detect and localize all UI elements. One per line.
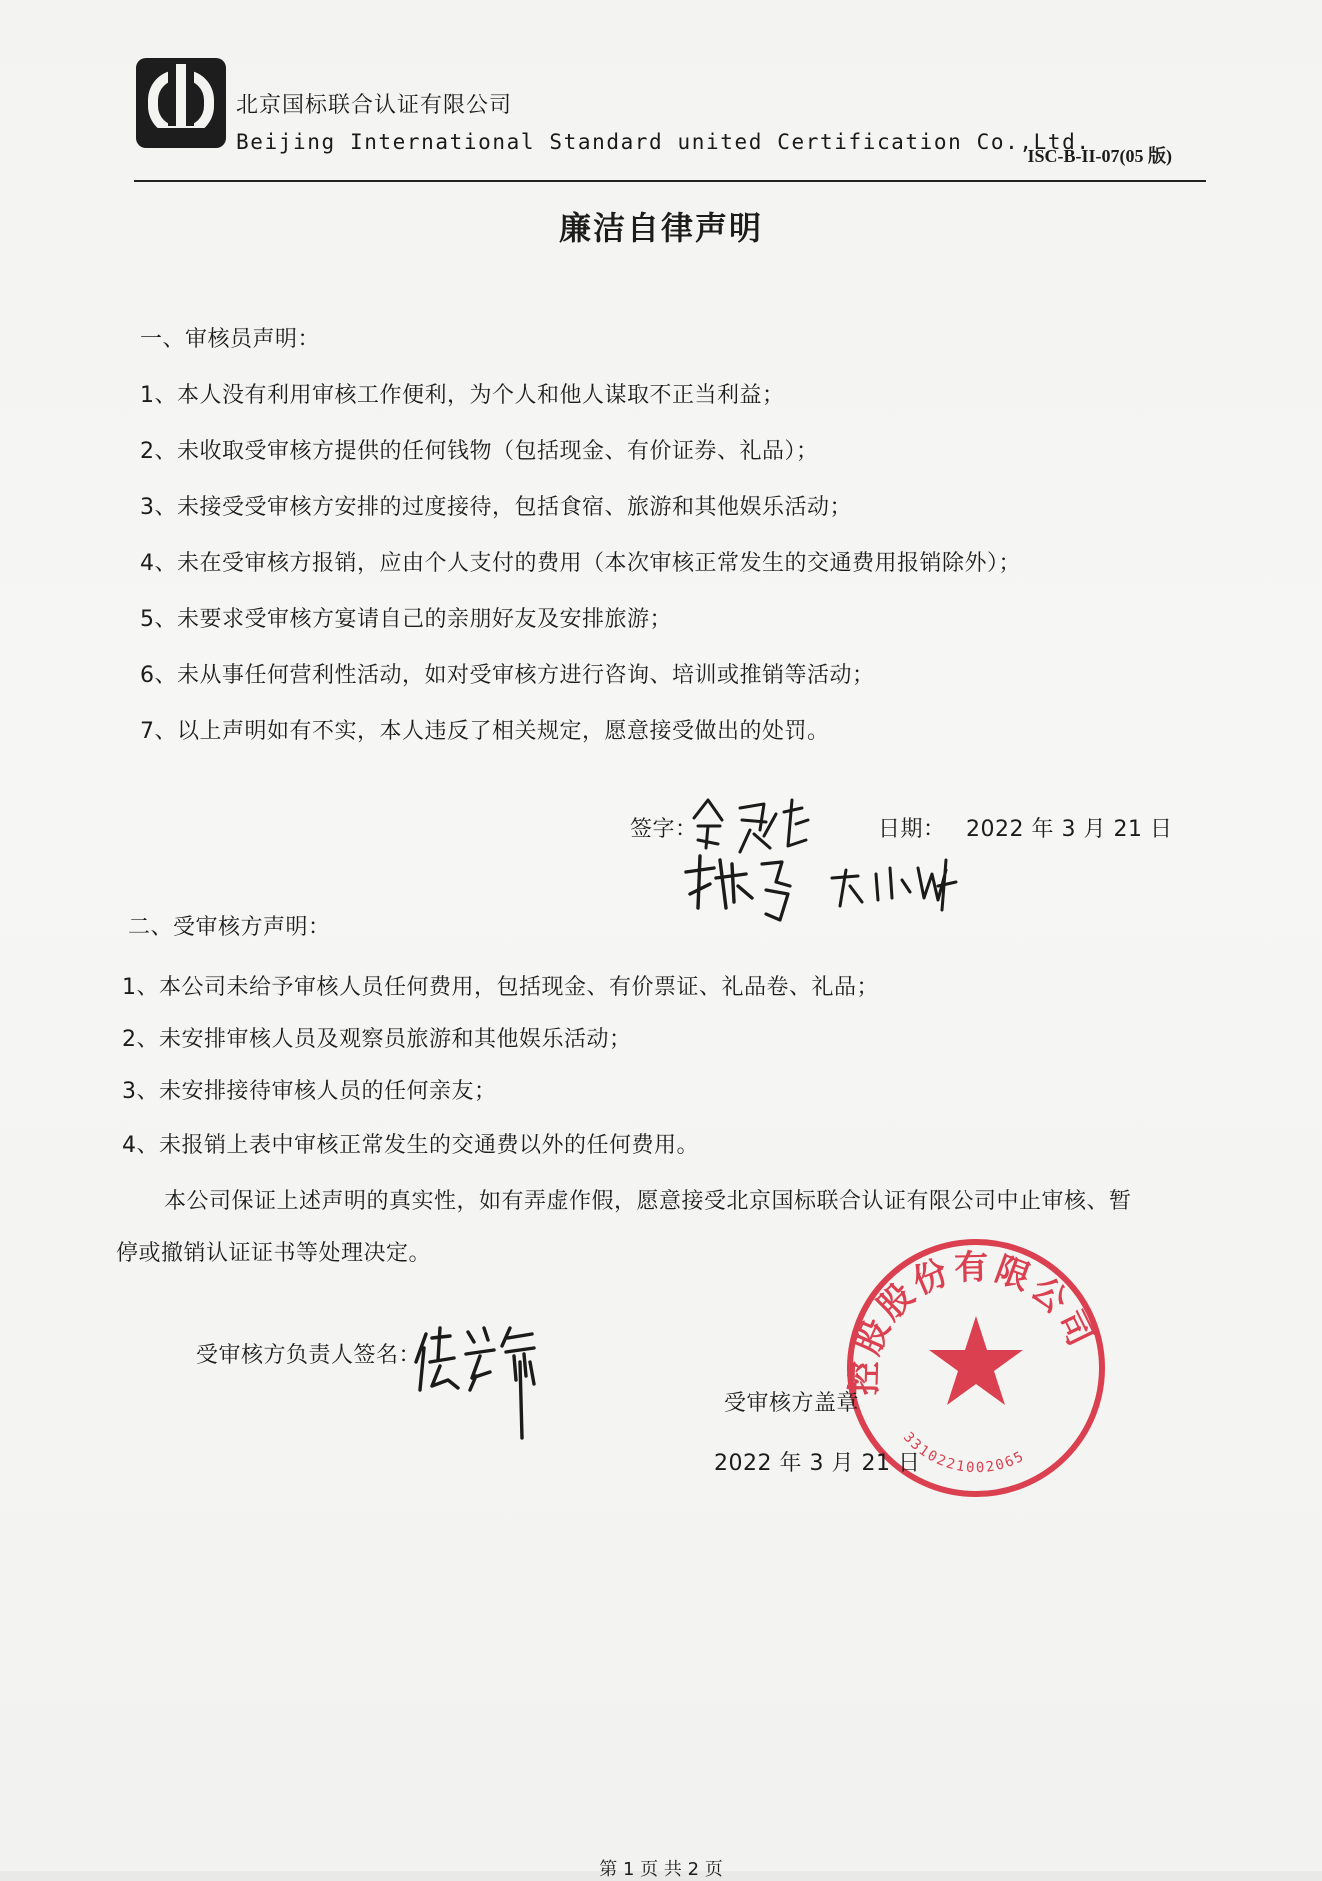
auditor-statement-item: 4、未在受审核方报销，应由个人支付的费用（本次审核正常发生的交通费用报销除外）； (140, 551, 1022, 576)
company-logo-icon (134, 56, 228, 150)
company-name-en: Beijing International Standard united Certification Co.,Ltd. (236, 130, 1091, 154)
auditee-statement-item: 4、未报销上表中审核正常发生的交通费以外的任何费用。 (122, 1133, 699, 1158)
auditee-stamp-label: 受审核方盖章 (724, 1391, 860, 1416)
auditor-statement-item: 5、未要求受审核方宴请自己的亲朋好友及安排旅游； (140, 607, 672, 632)
auditor-statement-item: 3、未接受受审核方安排的过度接待，包括食宿、旅游和其他娱乐活动； (140, 495, 852, 520)
auditee-section-heading: 二、受审核方声明： (128, 915, 331, 940)
document-title: 廉洁自律声明 (558, 209, 763, 247)
auditor-statement-item: 7、以上声明如有不实，本人违反了相关规定，愿意接受做出的处罚。 (140, 719, 830, 744)
seal-number-text: 3310221002065 (899, 1429, 1028, 1477)
auditor-statement-item: 2、未收取受审核方提供的任何钱物（包括现金、有价证券、礼品）； (140, 439, 819, 464)
guarantee-paragraph-line: 停或撤销认证证书等处理决定。 (116, 1241, 432, 1266)
seal-company-text: 控股股份有限公司 (846, 1249, 1101, 1396)
company-name-cn: 北京国标联合认证有限公司 (236, 93, 513, 118)
auditor-date-value: 2022 年 3 月 21 日 (966, 817, 1173, 842)
auditor-statement-item: 6、未从事任何营利性活动，如对受审核方进行咨询、培训或推销等活动； (140, 663, 875, 688)
auditee-leader-sign-label: 受审核方负责人签名： (196, 1343, 422, 1368)
auditor-sign-label: 签字： (630, 817, 698, 842)
auditee-statement-item: 1、本公司未给予审核人员任何费用，包括现金、有价票证、礼品卷、礼品； (122, 975, 879, 1000)
header-divider (134, 180, 1206, 182)
auditor-date-label: 日期： (878, 817, 946, 842)
auditee-stamp-date: 2022 年 3 月 21 日 (714, 1451, 921, 1476)
auditor-section-heading: 一、审核员声明： (140, 327, 321, 352)
auditee-statement-item: 2、未安排审核人员及观察员旅游和其他娱乐活动； (122, 1027, 632, 1052)
document-code: ISC-B-II-07(05 版) (1027, 146, 1172, 166)
guarantee-paragraph-line: 本公司保证上述声明的真实性，如有弄虚作假，愿意接受北京国标联合认证有限公司中止审核、暂 (164, 1189, 1132, 1214)
page-footer: 第 1 页 共 2 页 (599, 1859, 723, 1880)
auditee-leader-signature-image (410, 1318, 550, 1458)
auditor-statement-item: 1、本人没有利用审核工作便利，为个人和他人谋取不正当利益； (140, 383, 785, 408)
auditee-statement-item: 3、未安排接待审核人员的任何亲友； (122, 1079, 497, 1104)
